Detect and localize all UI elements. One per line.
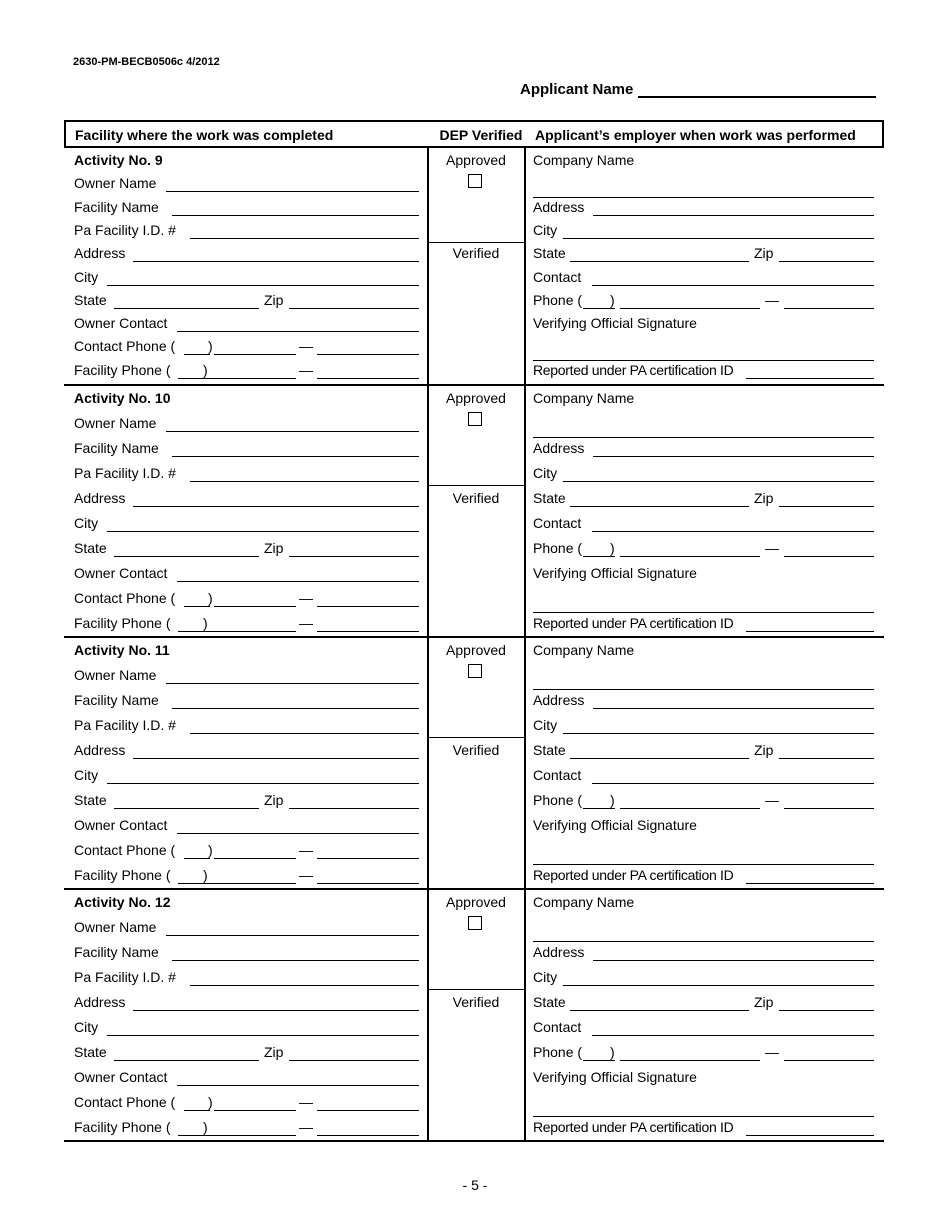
phone-dash: — xyxy=(765,1044,779,1060)
zip-label: Zip xyxy=(754,490,774,506)
contact-input[interactable] xyxy=(592,783,874,784)
activity-title: Activity No. 10 xyxy=(74,390,171,406)
city-input[interactable] xyxy=(563,481,874,482)
owner-contact-input[interactable] xyxy=(177,331,419,332)
phone-label: Phone ( xyxy=(533,291,583,308)
verified-label: Verified xyxy=(452,994,500,1010)
address-input[interactable] xyxy=(593,456,874,457)
facility-phone-prefix-input[interactable] xyxy=(210,378,296,379)
city-label: City xyxy=(533,717,558,733)
pa-facility-id-input[interactable] xyxy=(190,985,419,986)
address-label: Address xyxy=(74,742,126,758)
contact-phone-label: Contact Phone ( xyxy=(74,590,176,606)
owner-name-label: Owner Name xyxy=(74,919,157,935)
city-input[interactable] xyxy=(107,531,419,532)
approved-label: Approved xyxy=(446,642,506,658)
employer-column-header: Applicant’s employer when work was performed xyxy=(535,127,856,143)
pa-facility-id-label: Pa Facility I.D. # xyxy=(74,221,176,238)
facility-phone-prefix-input[interactable] xyxy=(210,631,296,632)
activity-bottom-rule xyxy=(64,888,884,890)
page-number: - 5 - xyxy=(462,1177,488,1193)
contact-phone-prefix-input[interactable] xyxy=(214,858,296,859)
contact-phone-number-input[interactable] xyxy=(317,354,419,355)
facility-phone-label: Facility Phone ( xyxy=(74,615,171,631)
city-input[interactable] xyxy=(563,733,874,734)
facility-phone-dash: — xyxy=(299,1119,313,1135)
phone-paren: ) xyxy=(610,792,615,808)
owner-name-label: Owner Name xyxy=(74,415,157,431)
address-input[interactable] xyxy=(593,708,874,709)
company-name-label: Company Name xyxy=(533,152,635,168)
facility-name-input[interactable] xyxy=(172,215,419,216)
zip-input[interactable] xyxy=(289,556,419,557)
dep-separator xyxy=(427,737,524,738)
zip-input[interactable] xyxy=(779,261,874,262)
contact-phone-prefix-input[interactable] xyxy=(214,354,296,355)
column-divider-left xyxy=(427,386,429,636)
zip-input[interactable] xyxy=(289,1060,419,1061)
phone-prefix-input[interactable] xyxy=(620,1060,760,1061)
contact-phone-dash: — xyxy=(299,338,313,355)
facility-phone-prefix-input[interactable] xyxy=(210,1135,296,1136)
owner-contact-input[interactable] xyxy=(177,833,419,834)
phone-prefix-input[interactable] xyxy=(620,808,760,809)
dep-separator xyxy=(427,485,524,486)
facility-phone-dash: — xyxy=(299,615,313,631)
state-input[interactable] xyxy=(570,758,749,759)
activity-bottom-rule xyxy=(64,1140,884,1142)
facility-name-label: Facility Name xyxy=(74,944,159,960)
activity-bottom-rule xyxy=(64,636,884,638)
state-input[interactable] xyxy=(570,261,749,262)
contact-phone-area-input[interactable] xyxy=(184,1110,210,1111)
contact-phone-number-input[interactable] xyxy=(317,858,419,859)
activity-bottom-rule xyxy=(64,384,884,386)
address-input[interactable] xyxy=(133,758,419,759)
address-label: Address xyxy=(533,944,585,960)
facility-name-label: Facility Name xyxy=(74,440,159,456)
pa-facility-id-label: Pa Facility I.D. # xyxy=(74,717,176,733)
zip-input[interactable] xyxy=(779,1010,874,1011)
reported-cert-input[interactable] xyxy=(746,631,874,632)
company-name-input[interactable] xyxy=(533,689,874,690)
facility-name-label: Facility Name xyxy=(74,198,159,215)
facility-phone-label: Facility Phone ( xyxy=(74,361,171,378)
phone-area-input[interactable] xyxy=(583,808,615,809)
applicant-name-field xyxy=(520,81,876,98)
owner-contact-label: Owner Contact xyxy=(74,315,168,332)
city-input[interactable] xyxy=(107,285,419,286)
contact-phone-prefix-input[interactable] xyxy=(214,606,296,607)
address-input[interactable] xyxy=(133,261,419,262)
verified-label: Verified xyxy=(452,742,500,758)
zip-label: Zip xyxy=(754,742,774,758)
approved-label: Approved xyxy=(446,894,506,910)
phone-number-input[interactable] xyxy=(784,808,874,809)
facility-phone-dash: — xyxy=(299,361,313,378)
facility-phone-paren: ) xyxy=(203,867,208,883)
contact-label: Contact xyxy=(533,515,582,531)
state-input[interactable] xyxy=(570,506,749,507)
state-label: State xyxy=(533,742,566,758)
contact-phone-paren: ) xyxy=(208,842,213,858)
city-input[interactable] xyxy=(107,783,419,784)
contact-phone-area-input[interactable] xyxy=(184,858,210,859)
pa-facility-id-input[interactable] xyxy=(190,481,419,482)
verifying-signature-input[interactable] xyxy=(533,1116,874,1117)
contact-label: Contact xyxy=(533,268,582,285)
contact-phone-label: Contact Phone ( xyxy=(74,338,176,355)
contact-phone-paren: ) xyxy=(208,338,213,355)
owner-name-input[interactable] xyxy=(166,935,419,936)
verifying-signature-label: Verifying Official Signature xyxy=(533,817,697,833)
facility-phone-number-input[interactable] xyxy=(317,1135,419,1136)
phone-prefix-input[interactable] xyxy=(620,556,760,557)
reported-cert-label: Reported under PA certification ID xyxy=(533,1119,734,1135)
dep-verified-column-header: DEP Verified xyxy=(439,127,523,143)
facility-phone-label: Facility Phone ( xyxy=(74,1119,171,1135)
city-label: City xyxy=(533,221,558,238)
zip-input[interactable] xyxy=(289,808,419,809)
verified-label: Verified xyxy=(452,490,500,506)
contact-phone-paren: ) xyxy=(208,590,213,606)
address-label: Address xyxy=(74,994,126,1010)
owner-contact-label: Owner Contact xyxy=(74,1069,168,1085)
state-input[interactable] xyxy=(114,556,259,557)
address-input[interactable] xyxy=(133,506,419,507)
zip-label: Zip xyxy=(264,792,284,808)
phone-label: Phone ( xyxy=(533,1044,583,1060)
verifying-signature-label: Verifying Official Signature xyxy=(533,315,697,332)
verifying-signature-input[interactable] xyxy=(533,612,874,613)
reported-cert-input[interactable] xyxy=(746,378,874,379)
owner-name-input[interactable] xyxy=(166,431,419,432)
address-input[interactable] xyxy=(593,960,874,961)
facility-phone-area-input[interactable] xyxy=(178,631,210,632)
reported-cert-input[interactable] xyxy=(746,1135,874,1136)
company-name-label: Company Name xyxy=(533,642,635,658)
owner-contact-label: Owner Contact xyxy=(74,565,168,581)
column-divider-left xyxy=(427,148,429,384)
approved-checkbox[interactable] xyxy=(468,916,482,930)
phone-number-input[interactable] xyxy=(784,308,874,309)
facility-phone-number-input[interactable] xyxy=(317,883,419,884)
verified-label: Verified xyxy=(452,245,500,262)
zip-input[interactable] xyxy=(289,308,419,309)
facility-phone-number-input[interactable] xyxy=(317,631,419,632)
city-label: City xyxy=(74,1019,99,1035)
contact-phone-area-input[interactable] xyxy=(184,606,210,607)
phone-paren: ) xyxy=(610,1044,615,1060)
company-name-label: Company Name xyxy=(533,894,635,910)
owner-name-label: Owner Name xyxy=(74,667,157,683)
phone-number-input[interactable] xyxy=(784,1060,874,1061)
contact-phone-paren: ) xyxy=(208,1094,213,1110)
column-divider-right xyxy=(524,148,526,384)
state-input[interactable] xyxy=(114,1060,259,1061)
city-input[interactable] xyxy=(107,1035,419,1036)
verifying-signature-label: Verifying Official Signature xyxy=(533,1069,697,1085)
phone-paren: ) xyxy=(610,291,615,308)
approved-checkbox[interactable] xyxy=(468,174,482,188)
company-name-input[interactable] xyxy=(533,437,874,438)
facility-phone-paren: ) xyxy=(203,361,208,378)
phone-area-input[interactable] xyxy=(583,308,615,309)
city-label: City xyxy=(74,767,99,783)
activity-title: Activity No. 11 xyxy=(74,642,170,658)
facility-name-input[interactable] xyxy=(172,960,419,961)
contact-phone-number-input[interactable] xyxy=(317,606,419,607)
state-input[interactable] xyxy=(570,1010,749,1011)
contact-phone-label: Contact Phone ( xyxy=(74,842,176,858)
pa-facility-id-input[interactable] xyxy=(190,238,419,239)
state-label: State xyxy=(74,291,107,308)
facility-column-header: Facility where the work was completed xyxy=(75,127,334,143)
reported-cert-input[interactable] xyxy=(746,883,874,884)
facility-phone-label: Facility Phone ( xyxy=(74,867,171,883)
city-label: City xyxy=(74,268,99,285)
zip-label: Zip xyxy=(264,1044,284,1060)
state-label: State xyxy=(74,1044,107,1060)
contact-label: Contact xyxy=(533,767,582,783)
facility-phone-paren: ) xyxy=(203,1119,208,1135)
address-input[interactable] xyxy=(133,1010,419,1011)
zip-label: Zip xyxy=(754,994,774,1010)
contact-phone-dash: — xyxy=(299,590,313,606)
address-label: Address xyxy=(74,245,126,262)
approved-label: Approved xyxy=(446,390,506,406)
activity-title: Activity No. 9 xyxy=(74,152,163,168)
column-divider-right xyxy=(524,386,526,636)
verifying-signature-label: Verifying Official Signature xyxy=(533,565,697,581)
column-divider-right xyxy=(524,890,526,1140)
company-name-label: Company Name xyxy=(533,390,635,406)
city-label: City xyxy=(533,465,558,481)
phone-dash: — xyxy=(765,540,779,556)
state-label: State xyxy=(533,994,566,1010)
reported-cert-label: Reported under PA certification ID xyxy=(533,361,734,378)
applicant-name-input[interactable] xyxy=(638,82,876,98)
zip-input[interactable] xyxy=(779,758,874,759)
facility-phone-area-input[interactable] xyxy=(178,883,210,884)
dep-separator xyxy=(427,242,524,243)
city-input[interactable] xyxy=(563,238,874,239)
facility-phone-number-input[interactable] xyxy=(317,378,419,379)
phone-label: Phone ( xyxy=(533,792,583,808)
owner-contact-input[interactable] xyxy=(177,581,419,582)
reported-cert-label: Reported under PA certification ID xyxy=(533,867,734,883)
column-divider-left xyxy=(427,890,429,1140)
zip-label: Zip xyxy=(264,291,284,308)
state-label: State xyxy=(533,245,566,262)
zip-input[interactable] xyxy=(779,506,874,507)
approved-checkbox[interactable] xyxy=(468,664,482,678)
city-label: City xyxy=(533,969,558,985)
owner-contact-label: Owner Contact xyxy=(74,817,168,833)
pa-facility-id-label: Pa Facility I.D. # xyxy=(74,969,176,985)
contact-label: Contact xyxy=(533,1019,582,1035)
address-label: Address xyxy=(533,692,585,708)
facility-name-input[interactable] xyxy=(172,456,419,457)
dep-separator xyxy=(427,989,524,990)
contact-phone-label: Contact Phone ( xyxy=(74,1094,176,1110)
approved-checkbox[interactable] xyxy=(468,412,482,426)
form-id: 2630-PM-BECB0506c 4/2012 xyxy=(73,56,220,68)
column-divider-right xyxy=(524,638,526,888)
facility-name-input[interactable] xyxy=(172,708,419,709)
approved-label: Approved xyxy=(446,152,506,168)
phone-dash: — xyxy=(765,792,779,808)
zip-label: Zip xyxy=(754,245,774,262)
phone-label: Phone ( xyxy=(533,540,583,556)
address-input[interactable] xyxy=(593,215,874,216)
contact-input[interactable] xyxy=(592,285,874,286)
city-label: City xyxy=(74,515,99,531)
column-divider-left xyxy=(427,638,429,888)
phone-prefix-input[interactable] xyxy=(620,308,760,309)
pa-facility-id-input[interactable] xyxy=(190,733,419,734)
contact-phone-dash: — xyxy=(299,1094,313,1110)
city-input[interactable] xyxy=(563,985,874,986)
table-header xyxy=(64,120,884,148)
facility-phone-area-input[interactable] xyxy=(178,1135,210,1136)
contact-phone-dash: — xyxy=(299,842,313,858)
address-label: Address xyxy=(533,440,585,456)
contact-phone-number-input[interactable] xyxy=(317,1110,419,1111)
facility-phone-dash: — xyxy=(299,867,313,883)
verifying-signature-input[interactable] xyxy=(533,864,874,865)
owner-name-label: Owner Name xyxy=(74,175,157,192)
phone-area-input[interactable] xyxy=(583,1060,615,1061)
owner-name-input[interactable] xyxy=(166,191,419,192)
owner-name-input[interactable] xyxy=(166,683,419,684)
address-label: Address xyxy=(533,198,585,215)
contact-input[interactable] xyxy=(592,1035,874,1036)
pa-facility-id-label: Pa Facility I.D. # xyxy=(74,465,176,481)
phone-paren: ) xyxy=(610,540,615,556)
contact-phone-area-input[interactable] xyxy=(184,354,210,355)
applicant-name-label: Applicant Name xyxy=(520,81,634,98)
zip-label: Zip xyxy=(264,540,284,556)
owner-contact-input[interactable] xyxy=(177,1085,419,1086)
state-label: State xyxy=(74,792,107,808)
address-label: Address xyxy=(74,490,126,506)
company-name-input[interactable] xyxy=(533,941,874,942)
contact-input[interactable] xyxy=(592,531,874,532)
facility-phone-paren: ) xyxy=(203,615,208,631)
phone-number-input[interactable] xyxy=(784,556,874,557)
state-label: State xyxy=(533,490,566,506)
reported-cert-label: Reported under PA certification ID xyxy=(533,615,734,631)
state-input[interactable] xyxy=(114,308,259,309)
state-input[interactable] xyxy=(114,808,259,809)
facility-phone-area-input[interactable] xyxy=(178,378,210,379)
phone-area-input[interactable] xyxy=(583,556,615,557)
activity-title: Activity No. 12 xyxy=(74,894,171,910)
state-label: State xyxy=(74,540,107,556)
facility-name-label: Facility Name xyxy=(74,692,159,708)
contact-phone-prefix-input[interactable] xyxy=(214,1110,296,1111)
facility-phone-prefix-input[interactable] xyxy=(210,883,296,884)
phone-dash: — xyxy=(765,291,779,308)
